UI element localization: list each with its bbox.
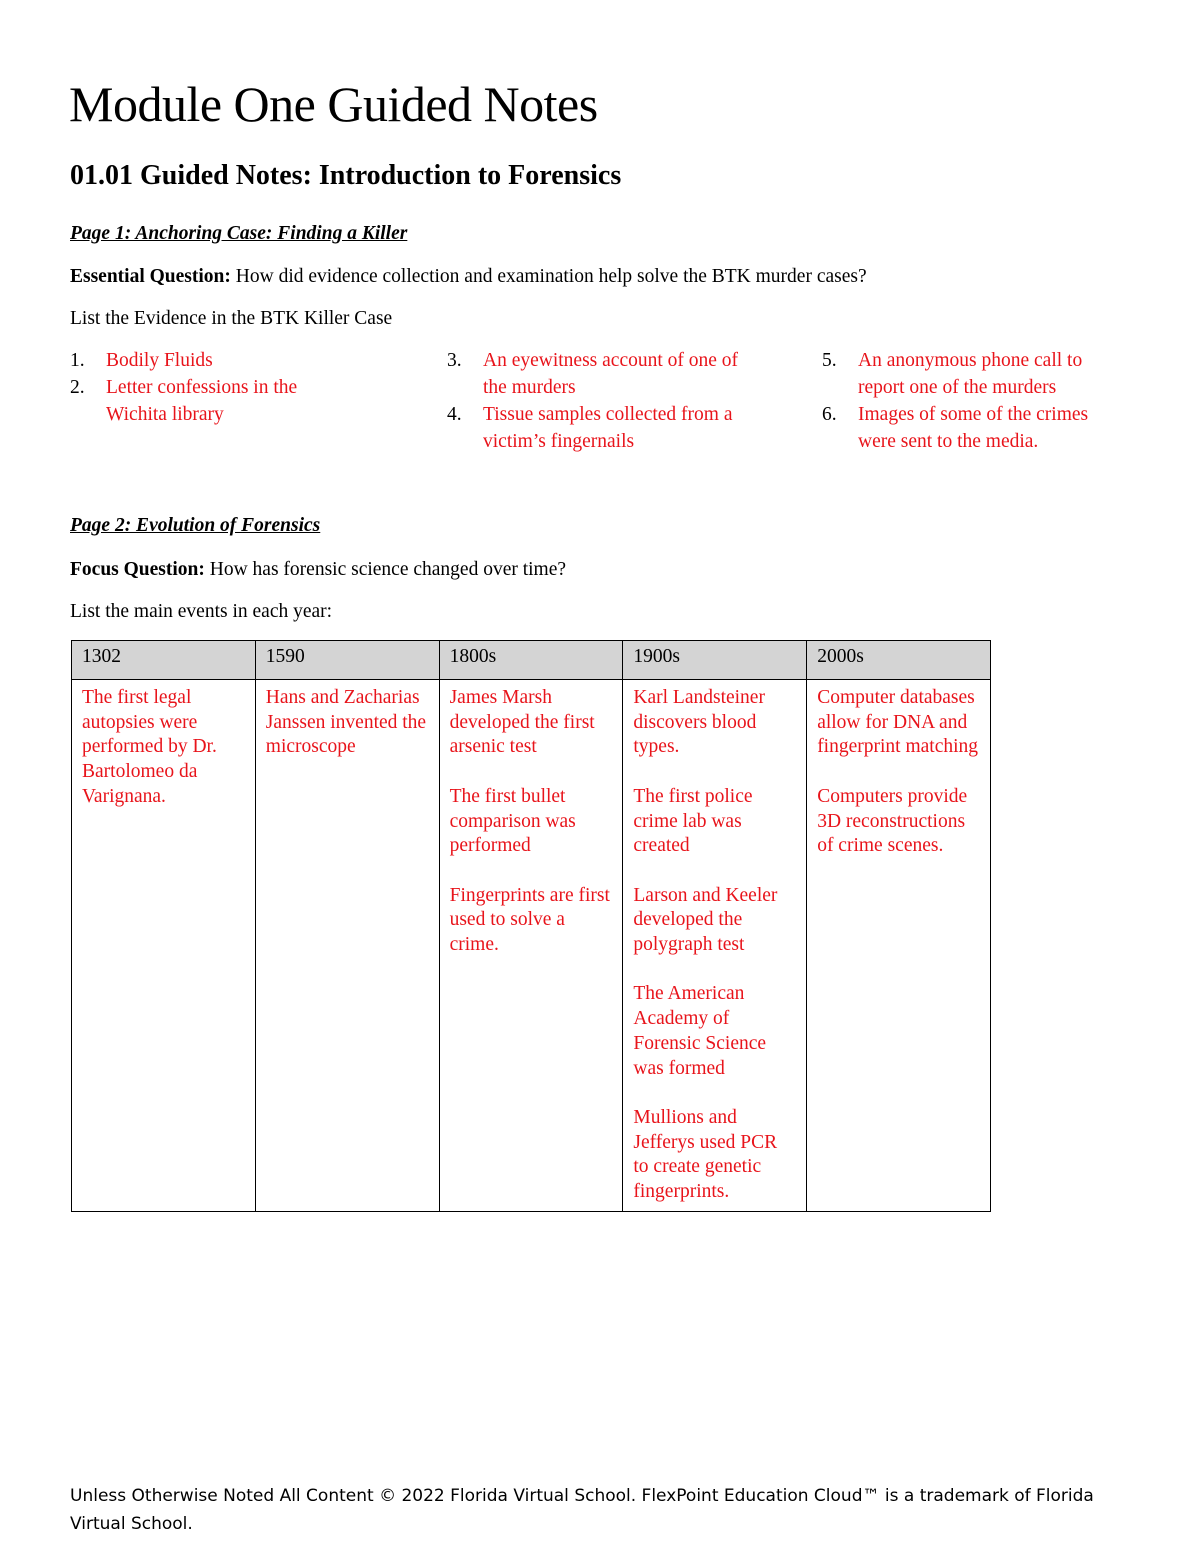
evidence-number: 2. [70, 377, 85, 398]
timeline-header-row [72, 641, 991, 680]
evidence-number: 4. [447, 404, 462, 425]
event-entry: Larson and Keeler developed the polygraph test [633, 884, 778, 955]
events-cell-1800s [439, 680, 623, 1212]
evidence-item [70, 374, 336, 428]
evidence-number: 5. [822, 350, 837, 371]
focus-question [70, 558, 566, 582]
evidence-item [822, 401, 1128, 455]
essential-question [70, 265, 867, 289]
year-header: 2000s [807, 641, 991, 680]
event-entry: Fingerprints are first used to solve a crime. [449, 884, 610, 955]
year-header: 1900s [623, 641, 807, 680]
event-entry: Hans and Zacharias Janssen invented the microscope [265, 687, 427, 758]
evidence-text: Tissue samples collected from a victim’s fingernails [483, 404, 733, 452]
evidence-text: Bodily Fluids [106, 350, 213, 371]
evidence-text: An eyewitness account of one of the murders [483, 350, 739, 398]
year-header: 1302 [72, 641, 256, 680]
events-cell-1590 [255, 680, 439, 1212]
evidence-item [822, 347, 1118, 401]
evidence-text: Images of some of the crimes were sent to the media. [858, 404, 1089, 452]
events-cell-1900s [623, 680, 807, 1212]
evidence-number: 1. [70, 350, 85, 371]
evidence-column-3 [822, 347, 1142, 455]
event-entry: Computer databases allow for DNA and fingerprint matching [817, 687, 979, 758]
event-entry: Karl Landsteiner discovers blood types. [633, 687, 765, 758]
evidence-column-1 [70, 347, 390, 428]
evidence-column-2 [447, 347, 767, 455]
evidence-list-prompt: List the Evidence in the BTK Killer Case [70, 308, 393, 329]
event-entry: Mullions and Jefferys used PCR to create genetic fingerprints. [633, 1106, 778, 1202]
essential-question-label: Essential Question: [70, 266, 231, 287]
essential-question-text: How did evidence collection and examination help solve the BTK murder cases? [230, 266, 867, 287]
evidence-number: 3. [447, 350, 462, 371]
page1-heading: Page 1: Anchoring Case: Finding a Killer [70, 223, 408, 244]
focus-question-text: How has forensic science changed over time? [204, 559, 567, 580]
focus-question-label: Focus Question: [70, 559, 205, 580]
event-entry: The American Academy of Forensic Science was formed [633, 983, 767, 1079]
section-title: 01.01 Guided Notes: Introduction to Forensics [70, 160, 622, 191]
timeline-events-row [72, 680, 991, 1212]
event-entry: James Marsh developed the first arsenic test [449, 687, 595, 758]
events-list-prompt: List the main events in each year: [70, 601, 333, 622]
evidence-item [70, 347, 390, 374]
timeline-table [71, 640, 991, 1212]
event-entry: The first bullet comparison was performed [449, 785, 576, 857]
year-header: 1800s [439, 641, 623, 680]
evidence-item [447, 401, 758, 455]
events-cell-2000s [807, 680, 991, 1212]
event-entry: The first legal autopsies were performed by Dr. Bartolomeo da Varignana. [82, 687, 217, 807]
event-entry: The first police crime lab was created [633, 785, 753, 857]
evidence-item [447, 347, 753, 401]
year-header: 1590 [255, 641, 439, 680]
evidence-text: An anonymous phone call to report one of the murders [858, 350, 1083, 398]
document-title: Module One Guided Notes [69, 76, 598, 132]
copyright-footer: Unless Otherwise Noted All Content © 2022 Florida Virtual School. FlexPoint Education Cloud™ is a trademark of Florida Virtual School. [70, 1486, 1094, 1534]
events-cell-1302 [72, 680, 256, 1212]
page2-heading: Page 2: Evolution of Forensics [70, 515, 321, 536]
event-entry: Computers provide 3D reconstructions of crime scenes. [817, 785, 968, 857]
evidence-number: 6. [822, 404, 837, 425]
evidence-text: Letter confessions in the Wichita library [106, 377, 298, 425]
